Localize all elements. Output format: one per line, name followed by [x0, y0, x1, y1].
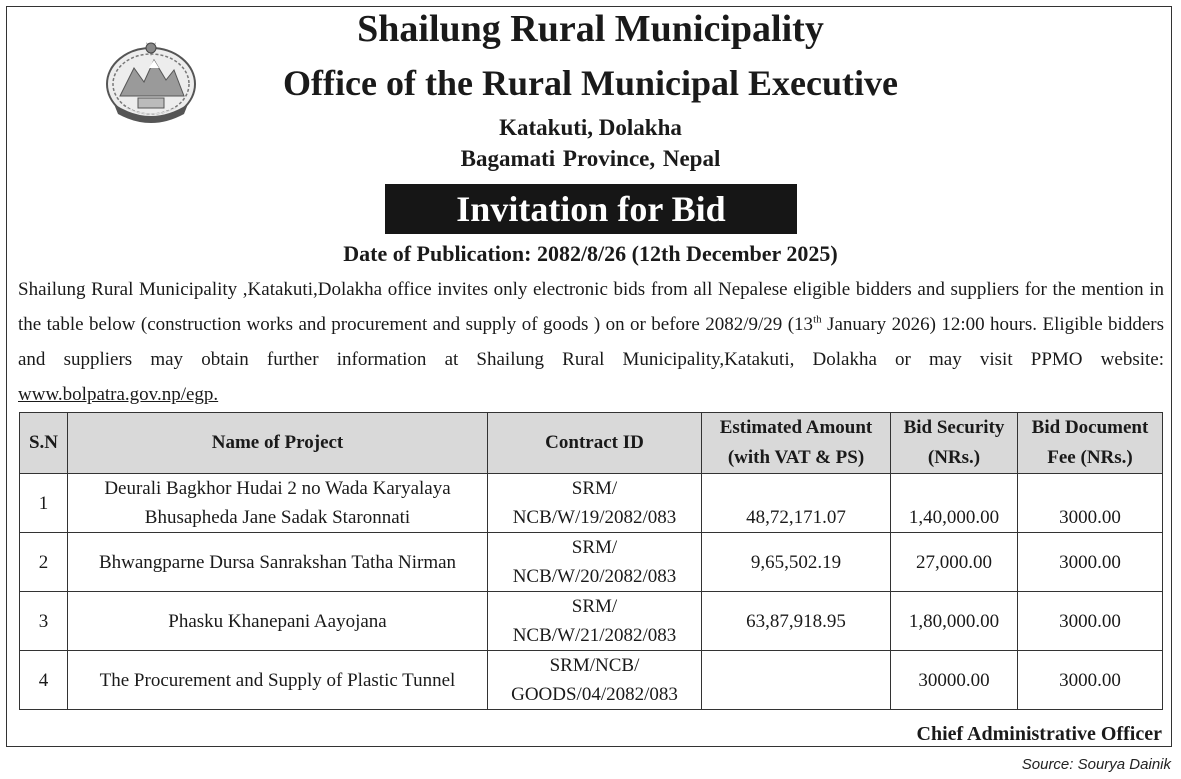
- cell-fee: 3000.00: [1018, 592, 1163, 651]
- cell-contract: [488, 592, 702, 651]
- cell-security: 27,000.00: [891, 533, 1018, 592]
- cell-contract-line1: SRM/: [571, 537, 618, 558]
- office-title: Office of the Rural Municipal Executive: [283, 63, 898, 103]
- cell-fee: 3000.00: [1018, 474, 1163, 533]
- header-security-line1: Bid Security: [903, 417, 1005, 438]
- municipality-title: Shailung Rural Municipality: [357, 8, 824, 50]
- cell-contract-line2: GOODS/04/2082/083: [511, 684, 678, 705]
- cell-contract: [488, 651, 702, 710]
- cell-fee: 3000.00: [1018, 651, 1163, 710]
- notice-superscript: th: [813, 313, 822, 326]
- cell-amount: [702, 651, 891, 710]
- header-amount-line2: (with VAT & PS): [727, 447, 865, 468]
- cell-project: Phasku Khanepani Aayojana: [68, 592, 488, 651]
- cell-amount: 9,65,502.19: [702, 533, 891, 592]
- source-credit: Source: Sourya Dainik: [1021, 756, 1171, 773]
- publication-date: Date of Publication: 2082/8/26 (12th December 2025): [343, 241, 838, 266]
- notice-text-1: Shailung Rural Municipality ,Katakuti,Dolakha office invites only electronic bids from all Nepalese eligible bidders and suppliers for the mention in the table below (construction works and procurement and supply of goods ) on or before 2082/9/29 (13: [18, 279, 1164, 335]
- table-row: [20, 592, 1163, 651]
- cell-contract-line1: SRM/: [571, 478, 618, 499]
- cell-contract-line2: NCB/W/21/2082/083: [512, 625, 677, 646]
- cell-fee: 3000.00: [1018, 533, 1163, 592]
- cell-security: 1,40,000.00: [891, 474, 1018, 533]
- header-fee: [1018, 413, 1163, 474]
- header-contract: Contract ID: [488, 413, 702, 474]
- header-amount-line1: Estimated Amount: [719, 417, 873, 438]
- bid-table: [19, 412, 1163, 710]
- header-fee-line1: Bid Document: [1031, 417, 1149, 438]
- cell-sn: 2: [20, 533, 68, 592]
- header-security-line2: (NRs.): [927, 447, 981, 468]
- cell-contract-line2: NCB/W/19/2082/083: [512, 507, 677, 528]
- header-amount: [702, 413, 891, 474]
- header-sn: S.N: [20, 413, 68, 474]
- table-row: [20, 474, 1163, 533]
- cell-project: [68, 474, 488, 533]
- cell-amount: 48,72,171.07: [702, 474, 891, 533]
- cell-contract-line1: SRM/NCB/: [549, 655, 640, 676]
- notice-paragraph: [18, 272, 1164, 412]
- table-row: [20, 651, 1163, 710]
- location-line: Katakuti, Dolakha: [499, 115, 682, 140]
- table-header-row: [20, 413, 1163, 474]
- signature-title: Chief Administrative Officer: [916, 723, 1162, 745]
- cell-contract: [488, 533, 702, 592]
- cell-project-line2: Bhusapheda Jane Sadak Staronnati: [144, 507, 411, 528]
- cell-contract: [488, 474, 702, 533]
- table-row: [20, 533, 1163, 592]
- cell-sn: 3: [20, 592, 68, 651]
- cell-project: Bhwangparne Dursa Sanrakshan Tatha Nirman: [68, 533, 488, 592]
- invitation-banner: Invitation for Bid: [385, 184, 797, 234]
- notice-text-2: January 2026) 12:00 hours. Eligible bidders and suppliers may obtain further information at Shailung Rural Municipality,Katakuti, Dolakha or may visit PPMO website:: [18, 314, 1164, 370]
- header-security: [891, 413, 1018, 474]
- cell-contract-line1: SRM/: [571, 596, 618, 617]
- cell-security: 30000.00: [891, 651, 1018, 710]
- cell-sn: 1: [20, 474, 68, 533]
- cell-sn: 4: [20, 651, 68, 710]
- cell-project: The Procurement and Supply of Plastic Tunnel: [68, 651, 488, 710]
- header-fee-line2: Fee (NRs.): [1047, 447, 1133, 468]
- province-line: Bagamati Province, Nepal: [460, 146, 721, 171]
- header-project: Name of Project: [68, 413, 488, 474]
- cell-amount: 63,87,918.95: [702, 592, 891, 651]
- cell-contract-line2: NCB/W/20/2082/083: [512, 566, 677, 587]
- ppmo-website-link[interactable]: www.bolpatra.gov.np/egp.: [18, 384, 219, 405]
- cell-project-line1: Deurali Bagkhor Hudai 2 no Wada Karyalaya: [104, 478, 451, 499]
- cell-security: 1,80,000.00: [891, 592, 1018, 651]
